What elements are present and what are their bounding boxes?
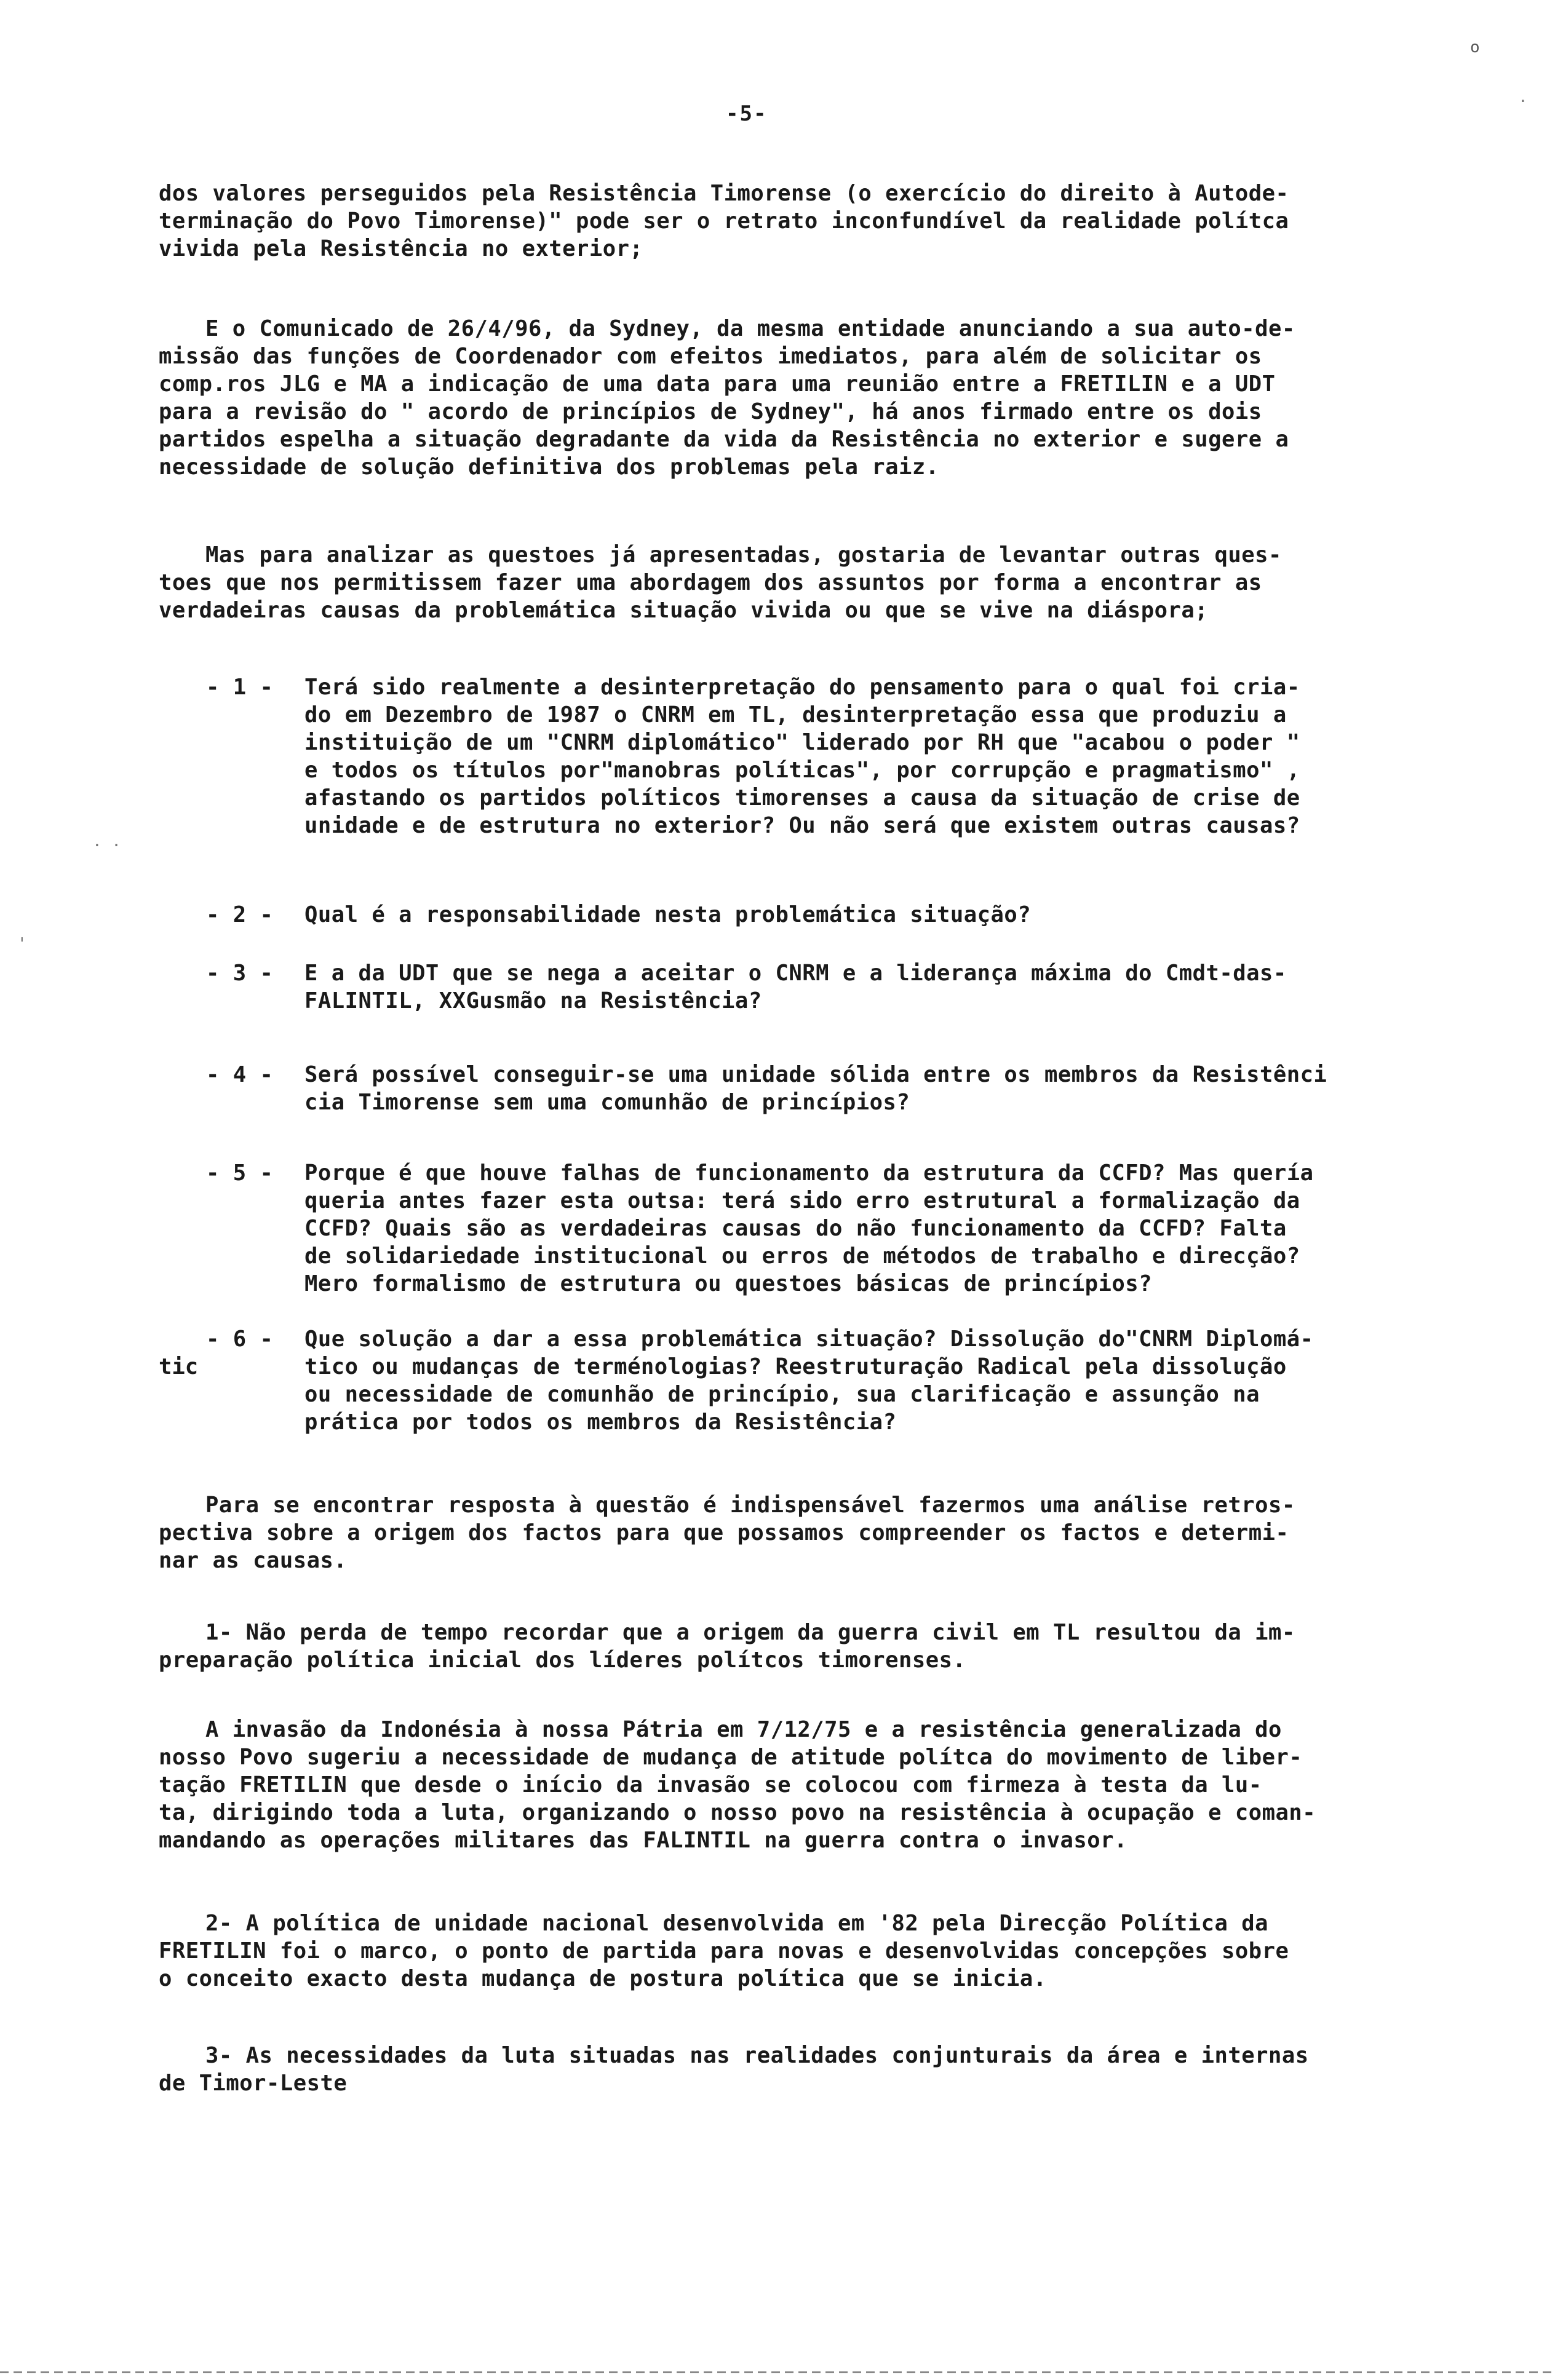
paragraph-7: 2- A política de unidade nacional desenvolvida em '82 pela Direcção Política da FRETILIN foi o marco, o ponto de partida para novas e desenvolvidas concepções sobre o conceito exacto desta mudança de postura política que se inicia. — [159, 1911, 1289, 1991]
paragraph-1: dos valores perseguidos pela Resistência Timorense (o exercício do direito à Autode- terminação do Povo Timorense)" pode ser o retrato inconfundível da realidade polítca vivida pela Resistência no exterior; — [159, 181, 1289, 261]
scan-speck: ' — [17, 935, 27, 953]
page-number: -5- — [726, 101, 768, 126]
question-text: E a da UDT que se nega a aceitar o CNRM e a liderança máxima do Cmdt-das- FALINTIL, XXGusmão na Resistência? — [304, 961, 1287, 1013]
corner-mark: o — [1470, 38, 1480, 57]
question-number: - 3 - — [206, 961, 274, 986]
paragraph-4: Para se encontrar resposta à questão é indispensável fazermos uma análise retros- pectiva sobre a origem dos factos para que possamos compreender os factos e determi- nar as causas. — [159, 1493, 1295, 1573]
scan-bottom-edge — [0, 2371, 1555, 2373]
question-text: Porque é que houve falhas de funcionamento da estrutura da CCFD? Mas quería queria antes fazer esta outsa: terá sido erro estrutural a formalização da CCFD? Quais são as verdadeiras causas do não funcionamento da CCFD? Falta de solidariedade institucional ou erros de métodos de trabalho e direcção? Mero formalismo de estrutura ou questoes básicas de princípios? — [304, 1160, 1314, 1296]
paragraph-5: 1- Não perda de tempo recordar que a origem da guerra civil em TL resultou da im- preparação política inicial dos líderes polítcos timorenses. — [159, 1620, 1295, 1673]
scan-speck: · · — [92, 836, 121, 855]
question-number: - 6 - — [206, 1327, 274, 1352]
question-text: Qual é a responsabilidade nesta problemática situação? — [304, 902, 1032, 927]
question-number: - 4 - — [206, 1062, 274, 1087]
margin-note: tic — [159, 1354, 199, 1379]
question-text: Será possível conseguir-se uma unidade sólida entre os membros da Resistênci cia Timorense sem uma comunhão de princípios? — [304, 1062, 1327, 1115]
paragraph-3: Mas para analizar as questoes já apresentadas, gostaria de levantar outras ques- toes que nos permitissem fazer uma abordagem dos assuntos por forma a encontrar as verdadeiras causas da problemática situação vivida ou que se vive na diáspora; — [159, 542, 1282, 623]
paragraph-6: A invasão da Indonésia à nossa Pátria em 7/12/75 e a resistência generalizada do nosso Povo sugeriu a necessidade de mudança de atitude polítca do movimento de liber- tação FRETILIN que desde o início da invasão se colocou com firmeza à testa da lu- ta, dirigindo toda a luta, organizando o nosso povo na resistência à ocupação e coman- mandando as operações militares das FALINTIL na guerra contra o invasor. — [159, 1717, 1316, 1853]
question-text: Terá sido realmente a desinterpretação do pensamento para o qual foi cria- do em Dezembro de 1987 o CNRM em TL, desinterpretação essa que produziu a instituição de um "CNRM diplomático" liderado por RH que "acabou o poder " e todos os títulos por"manobras políticas", por corrupção e pragmatismo" , afastando os partidos políticos timorenses a causa da situação de crise de unidade e de estrutura no exterior? Ou não será que existem outras causas? — [304, 675, 1300, 838]
scan-speck: · — [1518, 92, 1528, 111]
question-text: Que solução a dar a essa problemática situação? Dissolução do"CNRM Diplomá- tico ou mudanças de terménologias? Reestruturação Radical pela dissolução ou necessidade de comunhão de princípio, sua clarificação e assunção na prática por todos os membros da Resistência? — [304, 1327, 1314, 1435]
question-number: - 2 - — [206, 902, 274, 927]
question-number: - 1 - — [206, 675, 274, 700]
paragraph-2: E o Comunicado de 26/4/96, da Sydney, da mesma entidade anunciando a sua auto-de- missão das funções de Coordenador com efeitos imediatos, para além de solicitar os comp.ros JLG e MA a indicação de uma data para uma reunião entre a FRETILIN e a UDT para a revisão do " acordo de princípios de Sydney", há anos firmado entre os dois partidos espelha a situação degradante da vida da Resistência no exterior e sugere a necessidade de solução definitiva dos problemas pela raiz. — [159, 316, 1295, 480]
paragraph-8: 3- As necessidades da luta situadas nas realidades conjunturais da área e internas de Timor-Leste — [159, 2043, 1309, 2096]
question-number: - 5 - — [206, 1160, 274, 1186]
